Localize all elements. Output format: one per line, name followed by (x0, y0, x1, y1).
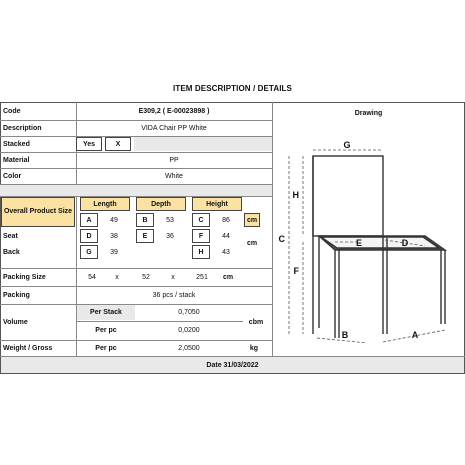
packing-size-unit: cm (222, 273, 234, 281)
chair-drawing (275, 138, 460, 348)
seat-label: Seat (3, 232, 18, 240)
key-b: B (136, 213, 154, 227)
packing-width: 52 (142, 273, 150, 281)
depth-header: Depth (136, 197, 186, 211)
seat-back-unit: cm (246, 239, 258, 247)
stacked-filler (134, 137, 272, 151)
dim-f-letter: F (293, 266, 299, 276)
volume-per-pc-label: Per pc (95, 326, 117, 334)
seat-depth-value: 36 (166, 232, 174, 240)
volume-per-stack-label: Per Stack (77, 305, 135, 320)
stacked-mark: X (105, 137, 131, 151)
stacked-yes: Yes (76, 137, 102, 151)
code-value: E309,2 ( E-00023898 ) (138, 107, 210, 115)
overall-length-value: 49 (110, 216, 118, 224)
overall-size-label: Overall Product Size (1, 197, 75, 227)
back-length-value: 39 (110, 248, 118, 256)
packing-label: Packing (3, 291, 30, 299)
dim-h-letter: H (292, 190, 299, 200)
stacked-label: Stacked (3, 140, 30, 148)
spacer-row (0, 185, 272, 196)
chair-seat-top (321, 237, 439, 248)
drawing-divider (272, 102, 273, 356)
back-label: Back (3, 248, 20, 256)
description-label: Description (3, 124, 42, 132)
volume-per-pc-value: 0,0200 (178, 326, 200, 334)
volume-unit: cbm (248, 318, 264, 326)
drawing-label: Drawing (354, 110, 383, 117)
dim-a-letter: A (411, 330, 419, 340)
key-h: H (192, 245, 210, 259)
dim-d-letter: D (401, 238, 409, 248)
volume-label: Volume (3, 318, 28, 326)
weight-unit: kg (249, 344, 259, 352)
packing-size-label: Packing Size (3, 273, 46, 281)
packing-x1: x (115, 273, 119, 281)
key-f: F (192, 229, 210, 243)
material-label: Material (3, 156, 30, 164)
code-label: Code (3, 107, 21, 115)
key-a: A (80, 213, 98, 227)
overall-unit: cm (244, 213, 260, 227)
packing-height: 251 (196, 273, 208, 281)
weight-per-pc-label: Per pc (95, 344, 117, 352)
packing-x2: x (171, 273, 175, 281)
volume-mid-divider (77, 321, 243, 322)
date-footer: Date 31/03/2022 (1, 357, 464, 373)
seat-height-value: 44 (222, 232, 230, 240)
key-d: D (80, 229, 98, 243)
back-height-value: 43 (222, 248, 230, 256)
material-value: PP (169, 156, 179, 164)
description-value: VIDA Chair PP White (141, 124, 207, 132)
dim-c-letter: C (278, 234, 285, 244)
dim-g-letter: G (343, 140, 351, 150)
volume-per-stack-value: 0,7050 (178, 309, 200, 316)
weight-value: 2,0500 (178, 344, 200, 352)
dim-b-letter: B (341, 330, 349, 340)
packing-value: 36 pcs / stack (152, 291, 196, 299)
chair-backrest (313, 156, 383, 236)
seat-length-value: 38 (110, 232, 118, 240)
height-header: Height (192, 197, 242, 211)
weight-label: Weight / Gross (3, 344, 53, 352)
page-title: ITEM DESCRIPTION / DETAILS (173, 84, 292, 93)
packing-length: 54 (88, 273, 96, 281)
dim-e-letter: E (355, 238, 363, 248)
color-label: Color (3, 172, 22, 180)
key-e: E (136, 229, 154, 243)
overall-height-value: 86 (222, 216, 230, 224)
key-g: G (80, 245, 98, 259)
length-header: Length (80, 197, 130, 211)
overall-depth-value: 53 (166, 216, 174, 224)
color-value: White (165, 172, 183, 180)
key-c: C (192, 213, 210, 227)
